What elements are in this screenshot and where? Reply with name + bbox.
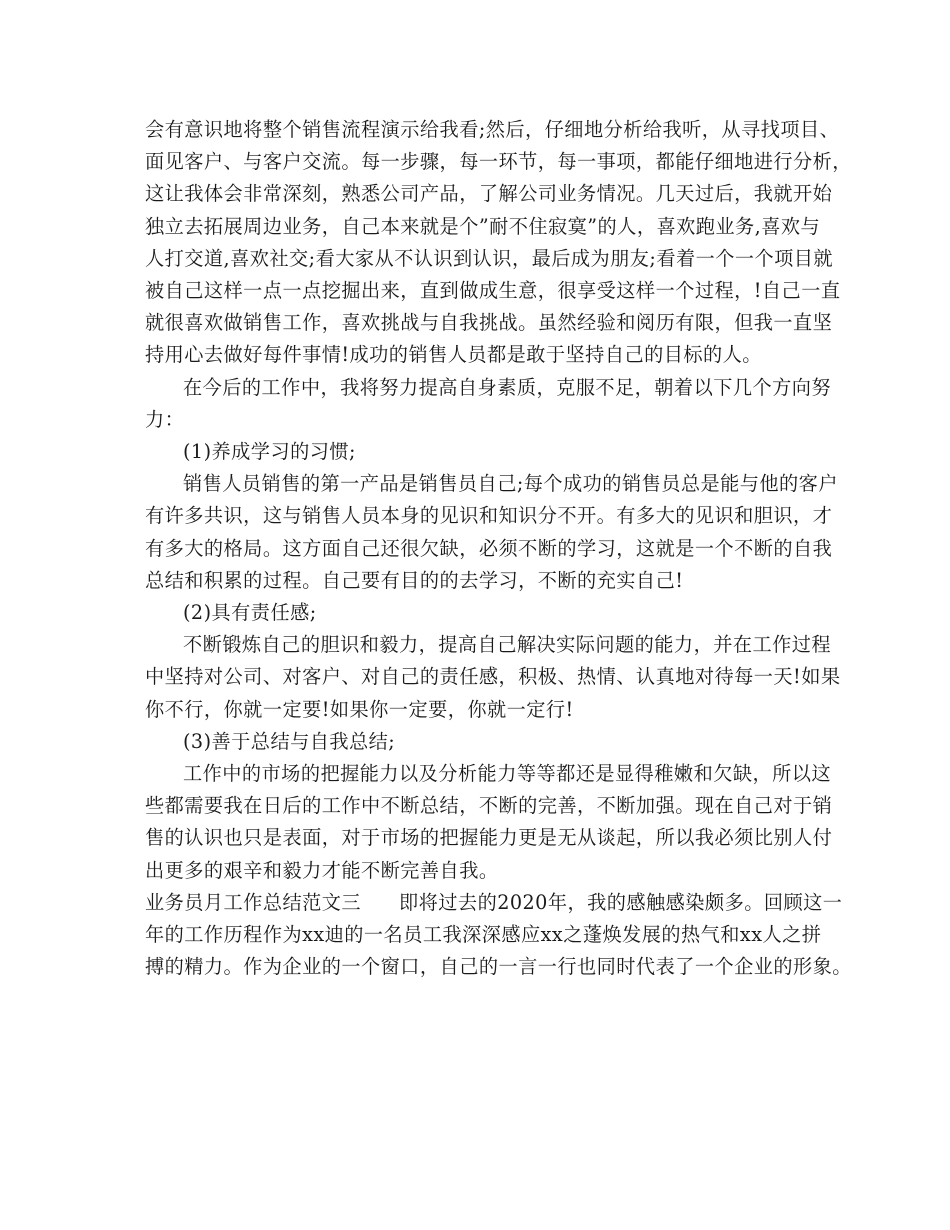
text-line: 搏的精力。作为企业的一个窗口，自己的一言一行也同时代表了一个企业的形象。 [145, 955, 852, 979]
text-line: 会有意识地将整个销售流程演示给我看;然后，仔细地分析给我听，从寻找项目、 [145, 118, 840, 141]
text-line: 些都需要我在日后的工作中不断总结，不断的完善，不断加强。现在自己对于销 [145, 794, 833, 818]
text-line: 这让我体会非常深刻，熟悉公司产品，了解公司业务情况。几天过后，我就开始 [145, 182, 833, 206]
paragraph-future-goals [145, 372, 832, 436]
text-line: 销售人员销售的第一产品是销售员自己;每个成功的销售员总是能与他的客户 [183, 472, 838, 496]
list-item-learning-habit [145, 436, 805, 468]
text-line: 力： [145, 407, 185, 431]
list-item-title: (1)养成学习的习惯; [183, 440, 356, 464]
section-three [145, 887, 852, 984]
paragraph-responsibility [145, 629, 841, 726]
text-line: 有许多共识，这与销售人员本身的见识和知识分不开。有多大的见识和胆识，才 [145, 504, 833, 528]
text-line: 被自己这样一点一点挖掘出来，直到做成生意，很享受这样一个过程，!自己一直 [145, 279, 841, 303]
text-line: 有多大的格局。这方面自己还很欠缺，必须不断的学习，这就是一个不断的自我 [145, 536, 833, 560]
text-line: 售的认识也只是表面，对于市场的把握能力更是无从谈起，所以我必须比别人付 [145, 826, 833, 850]
text-line: 不断锻炼自己的胆识和毅力，提高自己解决实际问题的能力，并在工作过程 [183, 633, 832, 657]
list-item-summarize [145, 726, 805, 758]
document-page [145, 114, 852, 983]
text-line: 人打交道,喜欢社交;看大家从不认识到认识，最后成为朋友;看着一个一个项目就 [145, 246, 834, 270]
text-line: 就很喜欢做销售工作，喜欢挑战与自我挑战。虽然经验和阅历有限，但我一直坚 [145, 311, 833, 335]
list-item-responsibility [145, 597, 805, 629]
text-line: 独立去拓展周边业务，自己本来就是个”耐不住寂寞”的人，喜欢跑业务,喜欢与 [145, 214, 821, 238]
text-line: 年的工作历程作为xx迪的一名员工我深深感应xx之蓬焕发展的热气和xx人之拼 [145, 923, 822, 947]
section-first-line [145, 887, 843, 919]
text-line: 在今后的工作中，我将努力提高自身素质，克服不足，朝着以下几个方向努 [183, 375, 832, 399]
paragraph-learning [145, 468, 838, 597]
section-title: 业务员月工作总结范文三 [145, 890, 362, 914]
list-item-title: (2)具有责任感; [183, 601, 317, 625]
text-line: 面见客户、与客户交流。每一步骤，每一环节，每一事项，都能仔细地进行分析， [145, 150, 852, 174]
text-line: 总结和积累的过程。自己要有目的的去学习，不断的充实自己! [145, 568, 684, 592]
text-line: 你不行，你就一定要!如果你一定要，你就一定行! [145, 697, 574, 721]
text-line: 中坚持对公司、对客户、对自己的责任感，积极、热情、认真地对待每一天!如果 [145, 665, 841, 689]
paragraph-sales-process [145, 114, 852, 372]
text-line: 出更多的艰辛和毅力才能不断完善自我。 [145, 858, 499, 882]
text-line: 工作中的市场的把握能力以及分析能力等等都还是显得稚嫩和欠缺，所以这 [183, 762, 832, 786]
list-item-title: (3)善于总结与自我总结; [183, 729, 396, 753]
text-line: 持用心去做好每件事情!成功的销售人员都是敢于坚持自己的目标的人。 [145, 343, 762, 367]
text-line: 即将过去的2020年，我的感触感染颇多。回顾这一 [399, 890, 843, 914]
paragraph-summarize [145, 758, 833, 887]
